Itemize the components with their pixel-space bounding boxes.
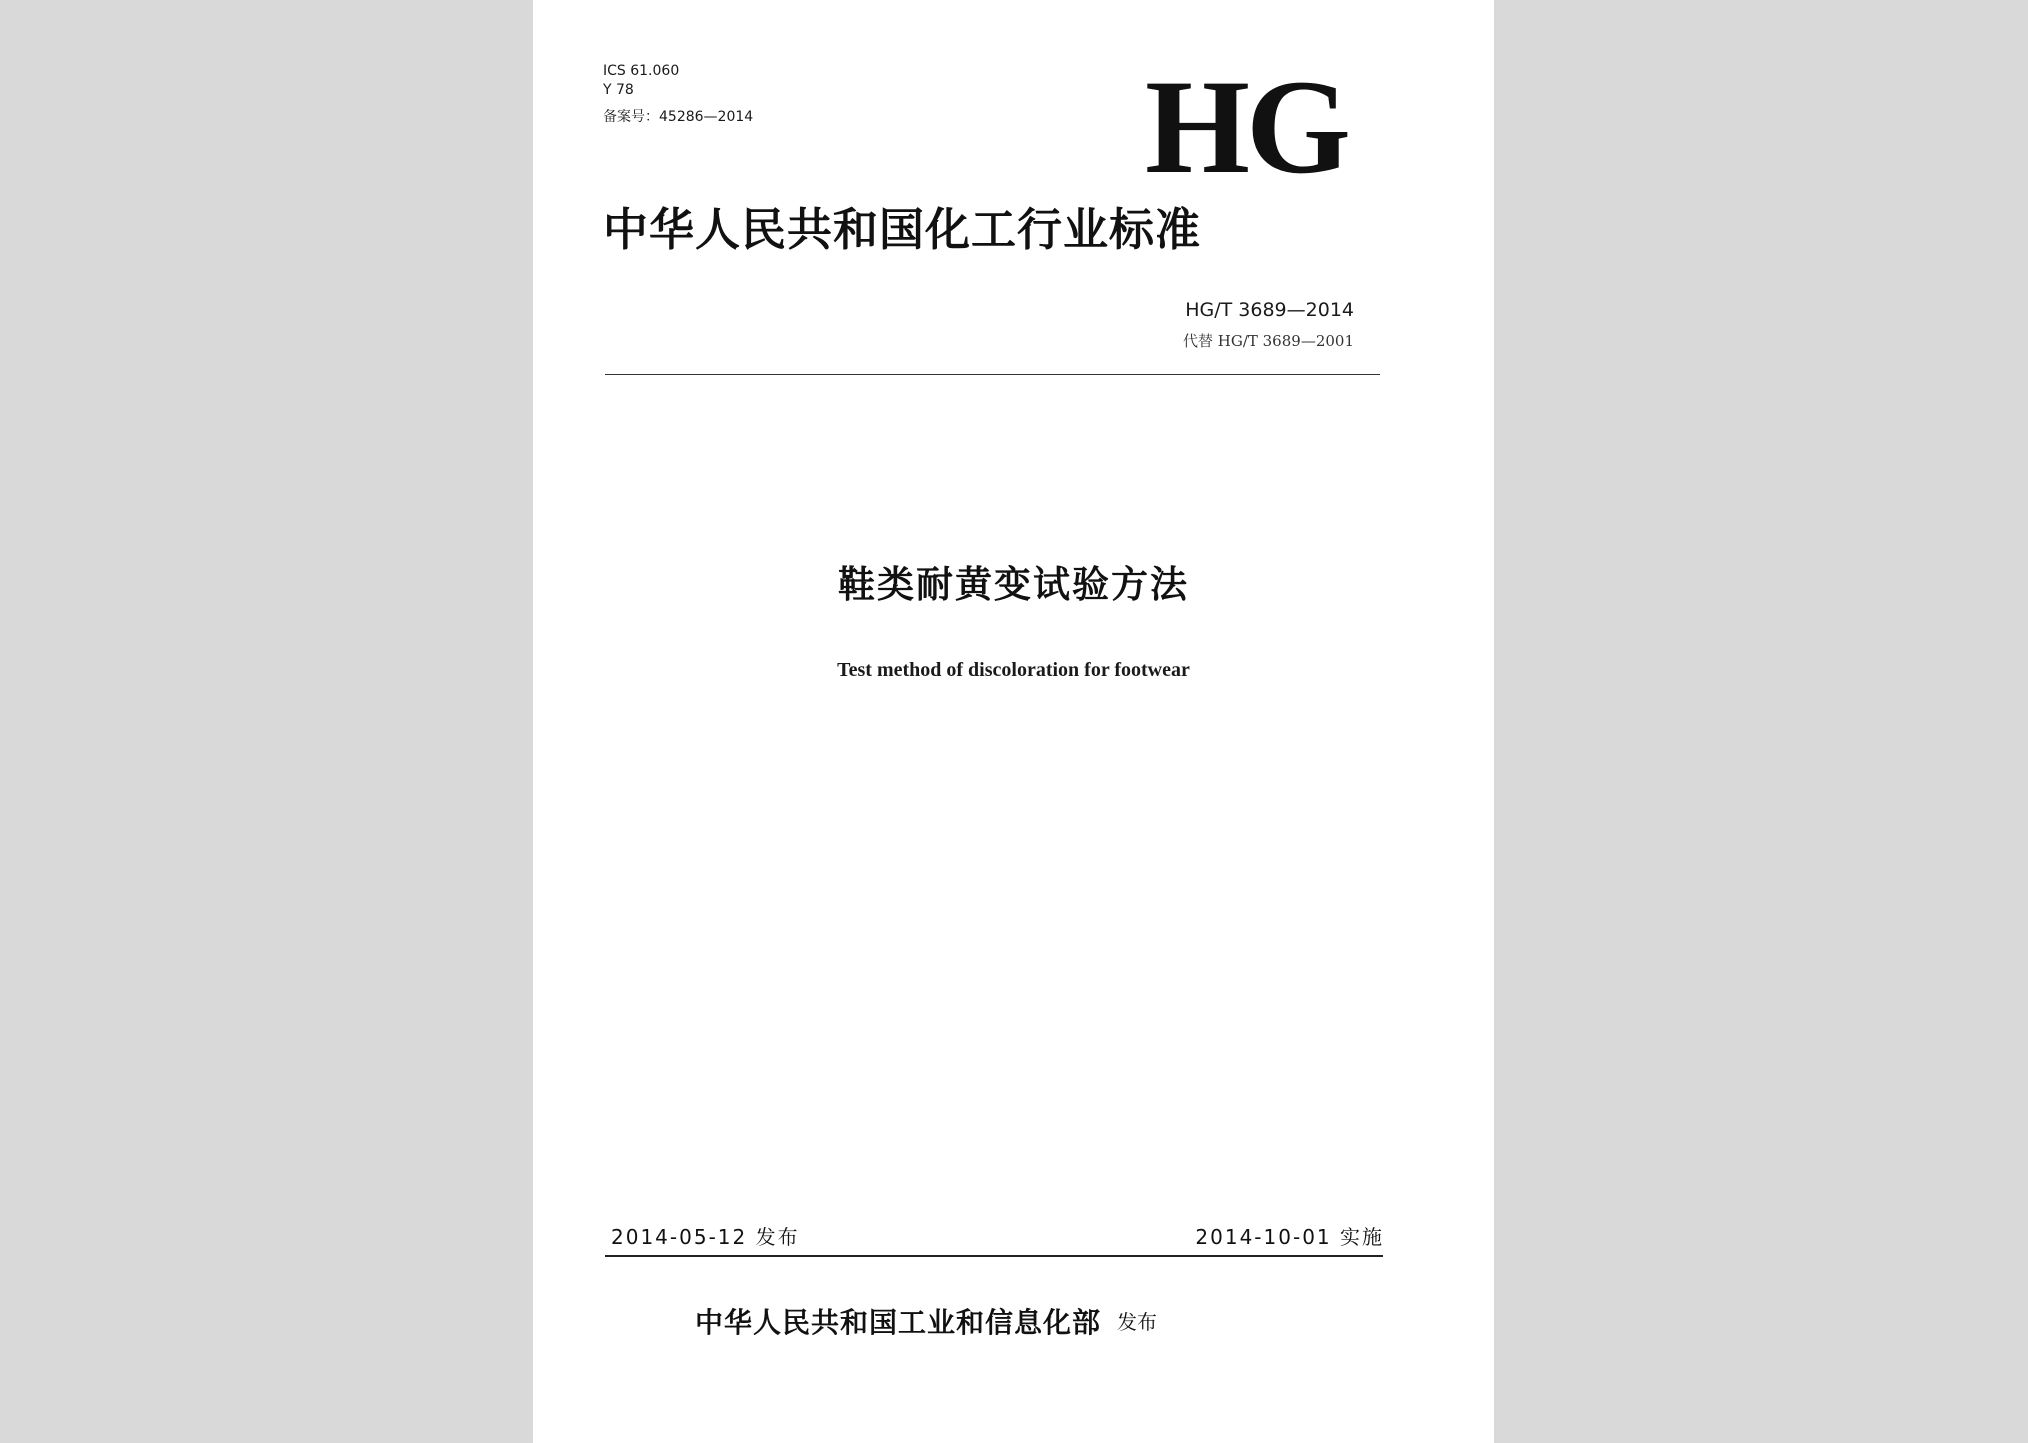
publisher-name: 中华人民共和国工业和信息化部 [695,1306,1102,1339]
classification-code: Y 78 [603,82,634,98]
record-number: 备案号：45286—2014 [603,109,754,125]
document-page [533,0,1494,1443]
hg-logo: HG [1145,53,1348,202]
document-title: 鞋类耐黄变试验方法 [838,563,1189,606]
standard-number: HG/T 3689—2014 [1185,299,1354,321]
organization-title: 中华人民共和国化工行业标准 [603,203,1202,256]
publisher-suffix: 发布 [1117,1310,1158,1334]
implementation-date: 2014-10-01 实施 [1195,1225,1384,1249]
replaces-standard: 代替 HG/T 3689—2001 [1182,332,1354,350]
header-divider [605,374,1380,375]
footer-divider [605,1255,1383,1257]
ics-code: ICS 61.060 [603,63,680,79]
issue-date: 2014-05-12 发布 [611,1225,800,1249]
publisher [695,1304,1157,1341]
document-subtitle-english: Test method of discoloration for footwear [837,659,1190,681]
